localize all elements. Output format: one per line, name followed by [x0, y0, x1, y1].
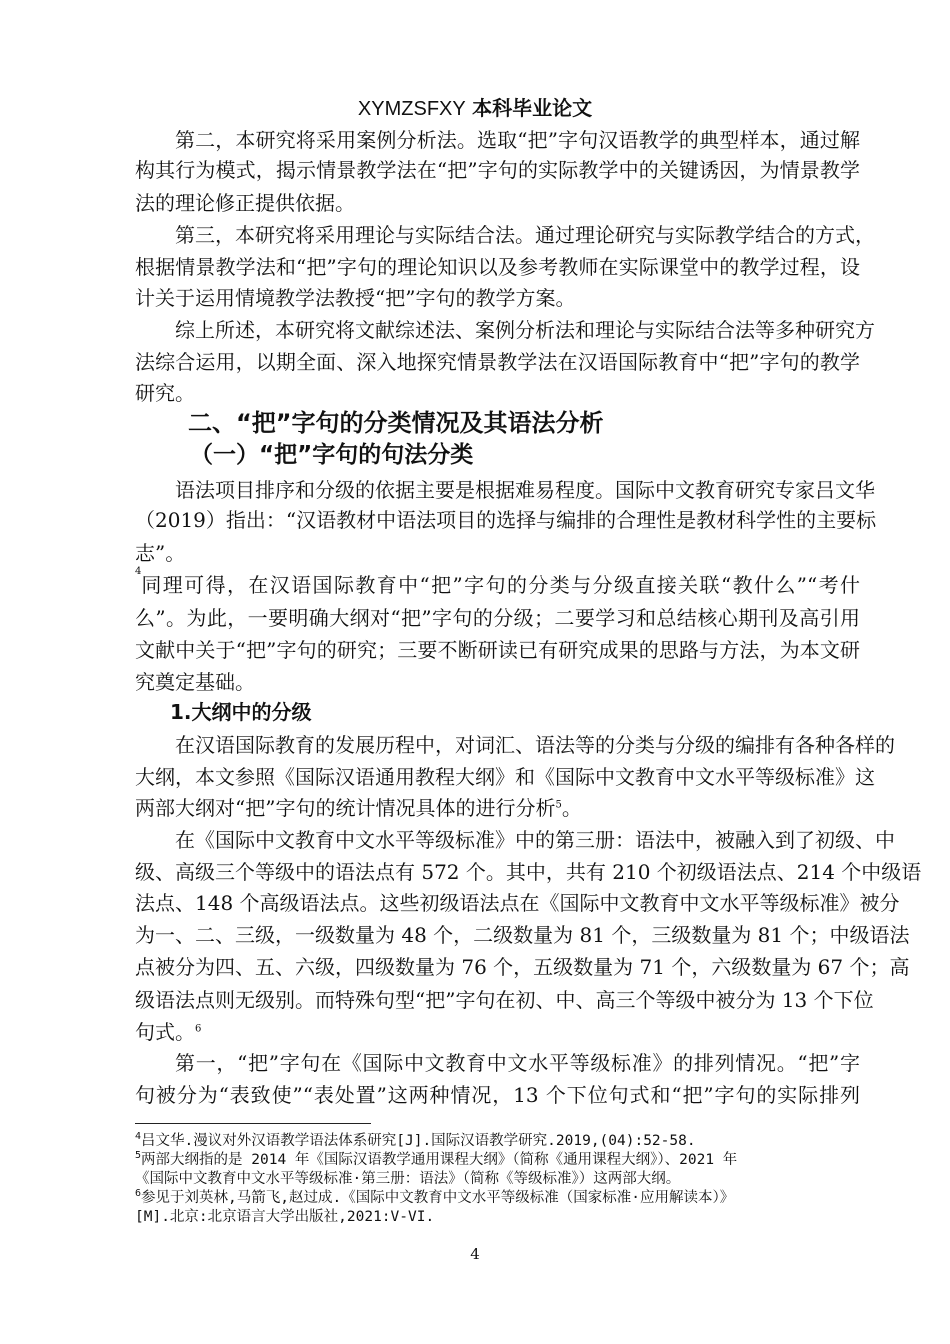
paragraph-line: 计关于运用情境教学法教授“把”字句的教学方案。 — [135, 286, 576, 310]
paragraph-line: 在《国际中文教育中文水平等级标准》中的第三册：语法中，被融入到了初级、中 — [175, 828, 895, 852]
paragraph-line: 级语法点则无级别。而特殊句型“把”字句在初、中、高三个等级中被分为 13 个下位 — [135, 988, 874, 1012]
paragraph-line: 研究。 — [135, 381, 195, 405]
line-text: 同理可得，在汉语国际教育中“把”字句的分类与分级直接关联“教什么”“考什 — [141, 573, 860, 597]
paragraph-line: 法点、148 个高级语法点。这些初级语法点在《国际中文教育中文水平等级标准》被分 — [135, 891, 900, 915]
paragraph-line: 根据情景教学法和“把”字句的理论知识以及参考教师在实际课堂中的教学过程，设 — [135, 255, 860, 279]
paragraph-line: 语法项目排序和分级的依据主要是根据难易程度。国际中文教育研究专家吕文华 — [175, 478, 875, 502]
footnote-text: 吕文华.漫议对外汉语教学语法体系研究[J].国际汉语教学研究.2019,(04):52-58. — [141, 1133, 696, 1149]
paragraph-line: （2019）指出：“汉语教材中语法项目的选择与编排的合理性是教材科学性的主要标 — [135, 508, 877, 532]
line-text: 句式。 — [135, 1020, 195, 1044]
header-code: XYMZSFXY — [357, 98, 466, 120]
footnote-text: 《国际中文教育中文水平等级标准·第三册：语法》（简称《等级标准》）这两部大纲。 — [135, 1171, 681, 1187]
footnote-text: 参见于刘英林,马箭飞,赵过成.《国际中文教育中文水平等级标准（国家标准·应用解读本）》 — [141, 1190, 735, 1206]
subsection-heading: （一）“把”字句的句法分类 — [190, 442, 474, 468]
paragraph-line: 法的理论修正提供依据。 — [135, 191, 355, 215]
line-text: 。 — [561, 796, 582, 820]
paragraph-line: 构其行为模式，揭示情景教学法在“把”字句的实际教学中的关键诱因，为情景教学 — [135, 158, 860, 182]
paragraph-line: 在汉语国际教育的发展历程中，对词汇、语法等的分类与分级的编排有各种各样的 — [175, 733, 895, 757]
paragraph-line: 文献中关于“把”字句的研究；三要不断研读已有研究成果的思路与方法，为本文研 — [135, 638, 860, 662]
paragraph-line: 级、高级三个等级中的语法点有 572 个。其中，共有 210 个初级语法点、214 个中级语 — [135, 860, 922, 884]
footnote — [135, 1151, 737, 1169]
footnote — [135, 1189, 734, 1207]
paragraph-line: 第一，“把”字句在《国际中文教育中文水平等级标准》的排列情况。“把”字 — [175, 1051, 860, 1075]
footnote-divider — [135, 1123, 371, 1124]
sub-subsection-heading: 1.大纲中的分级 — [170, 700, 312, 724]
paragraph-line: 第二，本研究将采用案例分析法。选取“把”字句汉语教学的典型样本，通过解 — [175, 128, 860, 152]
paragraph-line: 志”。 — [135, 541, 186, 565]
paragraph-line — [135, 795, 860, 821]
footnote — [135, 1170, 680, 1188]
header-title: 本科毕业论文 — [472, 96, 593, 120]
paragraph-line: 句被分为“表致使”“表处置”这两种情况，13 个下位句式和“把”字句的实际排列 — [135, 1083, 860, 1107]
paragraph-line — [135, 1019, 860, 1045]
paragraph-line — [135, 566, 860, 598]
footnote — [135, 1132, 696, 1150]
page-number: 4 — [470, 1245, 480, 1263]
footnote-ref[interactable]: 4 — [135, 566, 142, 577]
paragraph-line: 点被分为四、五、六级，四级数量为 76 个，五级数量为 71 个，六级数量为 67 个；高 — [135, 955, 910, 979]
footnote-mark: 5 — [135, 1150, 142, 1162]
line-text: 两部大纲对“把”字句的统计情况具体的进行分析 — [135, 796, 556, 820]
paragraph-line: 第三，本研究将采用理论与实际结合法。通过理论研究与实际教学结合的方式， — [175, 223, 875, 247]
paragraph-line: 综上所述，本研究将文献综述法、案例分析法和理论与实际结合法等多种研究方 — [175, 318, 875, 342]
page-header — [0, 95, 950, 122]
footnote-mark: 6 — [135, 1188, 142, 1200]
footnote-ref[interactable]: 6 — [195, 1023, 202, 1035]
paragraph-line: 法综合运用，以期全面、深入地探究情景教学法在汉语国际教育中“把”字句的教学 — [135, 350, 860, 374]
footnote-mark: 4 — [135, 1131, 142, 1143]
paragraph-line: 究奠定基础。 — [135, 670, 255, 694]
paragraph-line: 大纲，本文参照《国际汉语通用教程大纲》和《国际中文教育中文水平等级标准》这 — [135, 765, 875, 789]
section-heading: 二、“把”字句的分类情况及其语法分析 — [188, 409, 604, 437]
footnote — [135, 1208, 434, 1226]
footnote-ref[interactable]: 5 — [555, 799, 562, 811]
footnote-text: 两部大纲指的是 2014 年《国际汉语教学通用课程大纲》（简称《通用课程大纲》）、2021 年 — [141, 1152, 738, 1168]
footnote-text: [M].北京:北京语言大学出版社,2021:V-VI. — [135, 1209, 435, 1225]
paragraph-line: 么”。为此，一要明确大纲对“把”字句的分级；二要学习和总结核心期刊及高引用 — [135, 606, 860, 630]
paragraph-line: 为一、二、三级，一级数量为 48 个，二级数量为 81 个，三级数量为 81 个；中级语法 — [135, 923, 910, 947]
